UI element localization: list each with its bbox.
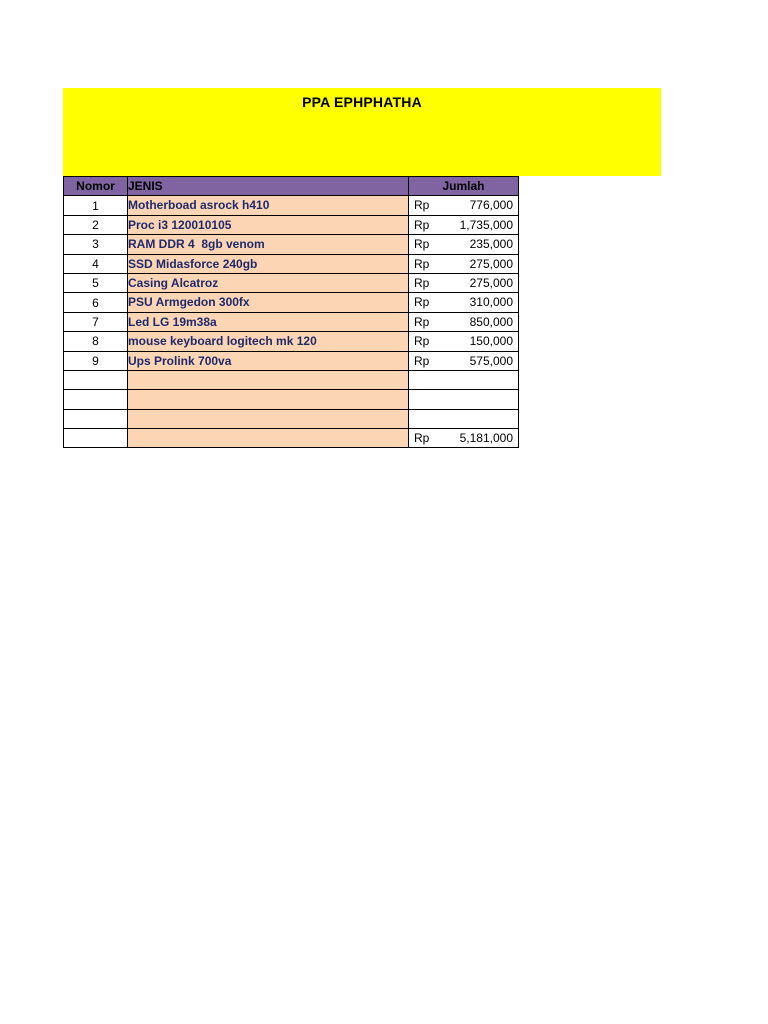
- cell-jenis[interactable]: RAM DDR 4 8gb venom: [128, 235, 409, 254]
- table-row: [64, 351, 519, 370]
- cell-jenis[interactable]: [128, 370, 409, 389]
- currency-label: Rp: [414, 237, 430, 252]
- cell-jenis[interactable]: Led LG 19m38a: [128, 312, 409, 331]
- table-row: [64, 370, 519, 389]
- amount-value: 275,000: [469, 256, 513, 271]
- cell-jumlah[interactable]: [409, 312, 519, 331]
- cell-jenis[interactable]: Motherboad asrock h410: [128, 196, 409, 215]
- table-row: [64, 254, 519, 273]
- currency-label: Rp: [414, 314, 430, 329]
- cell-nomor[interactable]: 6: [64, 293, 128, 312]
- cell-nomor[interactable]: [64, 370, 128, 389]
- total-amount: 5,181,000: [459, 431, 513, 446]
- cell-nomor[interactable]: [64, 409, 128, 428]
- table-row: [64, 293, 519, 312]
- items-table: [63, 176, 519, 448]
- cell-jumlah[interactable]: [409, 332, 519, 351]
- cell-jenis[interactable]: [128, 390, 409, 409]
- cell-nomor[interactable]: 1: [64, 196, 128, 215]
- cell-jenis[interactable]: Casing Alcatroz: [128, 273, 409, 292]
- table-row: [64, 196, 519, 215]
- cell-jumlah[interactable]: [409, 215, 519, 234]
- table-row: [64, 312, 519, 331]
- header-row: [64, 177, 519, 196]
- header-jenis[interactable]: JENIS: [128, 177, 409, 196]
- total-cell[interactable]: [409, 429, 519, 448]
- cell-nomor[interactable]: 9: [64, 351, 128, 370]
- cell-jumlah[interactable]: [409, 196, 519, 215]
- currency-label: Rp: [414, 431, 430, 446]
- cell-jenis[interactable]: PSU Armgedon 300fx: [128, 293, 409, 312]
- cell-jumlah[interactable]: [409, 370, 519, 389]
- cell-jumlah[interactable]: [409, 409, 519, 428]
- amount-value: 235,000: [469, 237, 513, 252]
- amount-value: 150,000: [469, 334, 513, 349]
- sheet-title: PPA EPHPHATHA: [302, 94, 422, 110]
- cell-jumlah[interactable]: [409, 254, 519, 273]
- cell-nomor[interactable]: 8: [64, 332, 128, 351]
- total-row: [64, 429, 519, 448]
- cell-jumlah[interactable]: [409, 351, 519, 370]
- amount-value: 1,735,000: [459, 217, 513, 232]
- cell-nomor[interactable]: 4: [64, 254, 128, 273]
- cell-jumlah[interactable]: [409, 293, 519, 312]
- amount-value: 776,000: [469, 198, 513, 213]
- table-row: [64, 390, 519, 409]
- cell-jenis[interactable]: SSD Midasforce 240gb: [128, 254, 409, 273]
- currency-label: Rp: [414, 217, 430, 232]
- header-jumlah[interactable]: Jumlah: [409, 177, 519, 196]
- cell-nomor[interactable]: [64, 429, 128, 448]
- cell-jenis[interactable]: [128, 409, 409, 428]
- cell-nomor[interactable]: 7: [64, 312, 128, 331]
- amount-value: 850,000: [469, 314, 513, 329]
- cell-nomor[interactable]: [64, 390, 128, 409]
- currency-label: Rp: [414, 198, 430, 213]
- cell-nomor[interactable]: 3: [64, 235, 128, 254]
- currency-label: Rp: [414, 353, 430, 368]
- currency-label: Rp: [414, 295, 430, 310]
- cell-nomor[interactable]: 2: [64, 215, 128, 234]
- amount-value: 310,000: [469, 295, 513, 310]
- cell-jumlah[interactable]: [409, 273, 519, 292]
- cell-jumlah[interactable]: [409, 390, 519, 409]
- cell-jenis[interactable]: Ups Prolink 700va: [128, 351, 409, 370]
- cell-jumlah[interactable]: [409, 235, 519, 254]
- amount-value: 575,000: [469, 353, 513, 368]
- currency-label: Rp: [414, 275, 430, 290]
- currency-label: Rp: [414, 334, 430, 349]
- cell-jenis[interactable]: Proc i3 120010105: [128, 215, 409, 234]
- cell-nomor[interactable]: 5: [64, 273, 128, 292]
- table-row: [64, 273, 519, 292]
- title-band: [63, 88, 661, 176]
- cell-jenis[interactable]: mouse keyboard logitech mk 120: [128, 332, 409, 351]
- table-row: [64, 409, 519, 428]
- table-row: [64, 215, 519, 234]
- cell-jenis[interactable]: [128, 429, 409, 448]
- table-row: [64, 332, 519, 351]
- currency-label: Rp: [414, 256, 430, 271]
- table-row: [64, 235, 519, 254]
- amount-value: 275,000: [469, 275, 513, 290]
- header-nomor[interactable]: Nomor: [64, 177, 128, 196]
